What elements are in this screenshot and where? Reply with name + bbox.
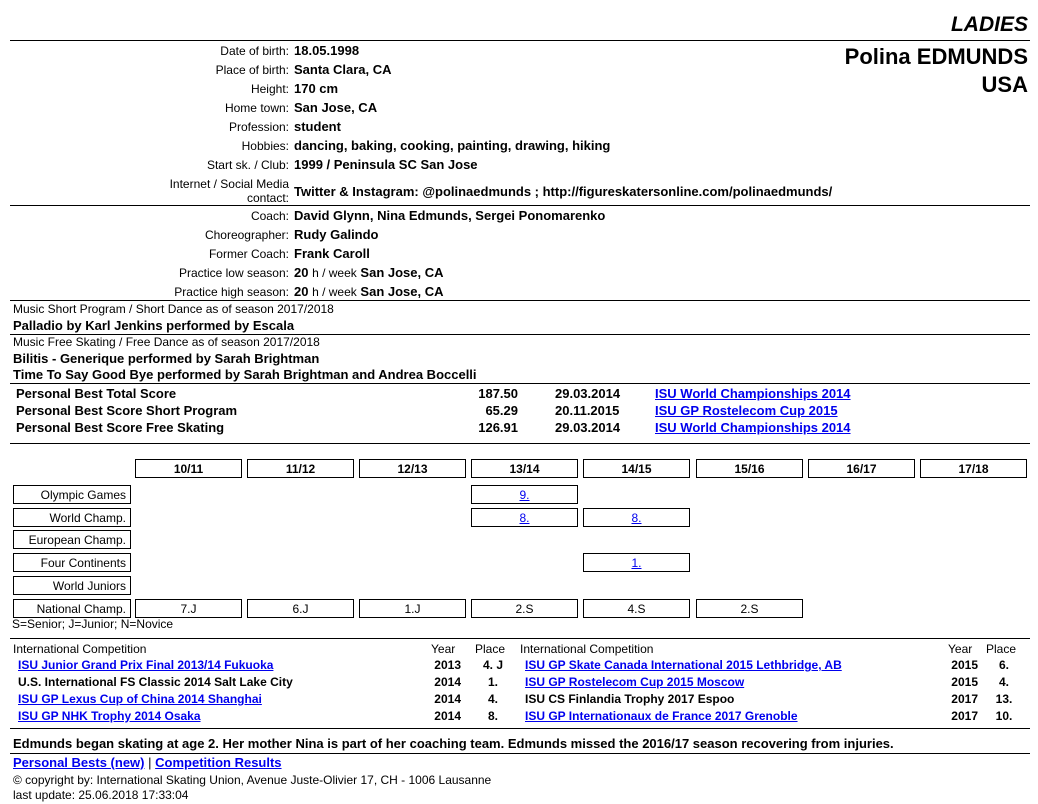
practice-label: Practice low season:: [178, 266, 289, 280]
competition-place: 6.: [998, 658, 1009, 672]
category-title: LADIES: [950, 13, 1028, 36]
bio-value: student: [294, 119, 341, 134]
pb-event-link[interactable]: ISU World Championships 2014: [655, 386, 851, 401]
coaching-value: Frank Caroll: [294, 246, 370, 261]
practice-label: Practice high season:: [174, 285, 289, 299]
coaching-label: Former Coach:: [208, 247, 289, 261]
bio-value: Santa Clara, CA: [294, 62, 392, 77]
season-header: 12/13: [359, 459, 466, 478]
competition-place: 1.: [487, 675, 498, 689]
bio-value: 170 cm: [294, 81, 339, 96]
season-header: 17/18: [920, 459, 1027, 478]
link-separator: |: [148, 755, 152, 770]
pb-label: Personal Best Score Short Program: [16, 403, 238, 418]
result-cell: 7.J: [135, 599, 242, 618]
coaching-value: Rudy Galindo: [294, 227, 379, 242]
bio-label: Profession:: [228, 120, 289, 134]
competition-link[interactable]: ISU GP Internationaux de France 2017 Grenoble: [525, 709, 798, 723]
result-link[interactable]: 8.: [519, 510, 530, 525]
practice-place: San Jose, CA: [360, 265, 444, 280]
divider: [10, 205, 1030, 206]
championship-label: World Champ.: [13, 508, 131, 527]
competition-link[interactable]: ISU GP Lexus Cup of China 2014 Shanghai: [18, 692, 262, 706]
music-fs-item: Bilitis - Generique performed by Sarah Brightman: [13, 351, 320, 366]
competition-year: 2015: [951, 658, 978, 672]
pb-score: 126.91: [478, 420, 518, 435]
divider: [10, 638, 1030, 639]
championship-label: Four Continents: [13, 553, 131, 572]
competition-place: 4.: [998, 675, 1009, 689]
competition-name: ISU CS Finlandia Trophy 2017 Espoo: [525, 692, 735, 706]
season-header: 14/15: [583, 459, 690, 478]
competition-year: 2015: [951, 675, 978, 689]
bio-value: 18.05.1998: [294, 43, 360, 58]
internet-label-line1: Internet / Social Media: [169, 177, 289, 191]
personal-bests-link[interactable]: Personal Bests (new): [13, 755, 145, 770]
competition-link[interactable]: ISU GP Rostelecom Cup 2015 Moscow: [525, 675, 745, 689]
practice-value: [294, 265, 444, 280]
divider: [10, 40, 1030, 41]
competition-year: 2017: [951, 709, 978, 723]
divider: [10, 383, 1030, 384]
competition-year: 2017: [951, 692, 978, 706]
result-cell: 4.S: [583, 599, 690, 618]
result-link[interactable]: 8.: [631, 510, 642, 525]
season-header: 11/12: [247, 459, 354, 478]
result-cell: [471, 485, 578, 504]
result-cell: 6.J: [247, 599, 354, 618]
music-fs-label: Music Free Skating / Free Dance as of season 2017/2018: [13, 335, 320, 349]
result-cell: 2.S: [696, 599, 803, 618]
result-link[interactable]: 9.: [519, 488, 530, 502]
year-header: Year: [431, 642, 456, 656]
bio-label: Start sk. / Club:: [206, 158, 289, 172]
competition-link[interactable]: ISU Junior Grand Prix Final 2013/14 Fukuoka: [18, 658, 274, 672]
practice-hours: 20: [294, 265, 309, 280]
practice-unit: h / week: [312, 285, 357, 299]
skater-country: USA: [981, 72, 1028, 97]
divider: [10, 300, 1030, 301]
result-link[interactable]: 1.: [631, 556, 642, 571]
coaching-value: David Glynn, Nina Edmunds, Sergei Ponomarenko: [294, 208, 606, 223]
result-cell: 2.S: [471, 599, 578, 618]
pb-score: 187.50: [478, 386, 518, 401]
music-fs-item: Time To Say Good Bye performed by Sarah Brightman and Andrea Boccelli: [13, 367, 477, 382]
competition-link[interactable]: ISU GP Skate Canada International 2015 Lethbridge, AB: [525, 658, 842, 672]
practice-place: San Jose, CA: [360, 284, 444, 299]
championship-label: Olympic Games: [13, 485, 131, 504]
pb-date: 20.11.2015: [555, 403, 620, 418]
result-cell: [583, 508, 690, 527]
music-sp-item: Palladio by Karl Jenkins performed by Escala: [13, 318, 295, 333]
place-header: Place: [986, 642, 1017, 656]
competition-name: U.S. International FS Classic 2014 Salt Lake City: [18, 675, 293, 689]
level-legend: S=Senior; J=Junior; N=Novice: [12, 617, 174, 631]
championship-label: World Juniors: [13, 576, 131, 595]
pb-score: 65.29: [485, 403, 518, 418]
coaching-label: Choreographer:: [204, 228, 289, 242]
internet-label: [10, 177, 289, 205]
bio-label: Hobbies:: [241, 139, 289, 153]
bio-value: 1999 / Peninsula SC San Jose: [294, 157, 478, 172]
season-header: 10/11: [135, 459, 242, 478]
bio-label: Date of birth:: [220, 44, 289, 58]
season-header: 15/16: [696, 459, 803, 478]
divider: [10, 753, 1030, 754]
pb-label: Personal Best Score Free Skating: [16, 420, 225, 435]
pb-label: Personal Best Total Score: [16, 386, 177, 401]
bio-label: Height:: [250, 82, 289, 96]
music-sp-label: Music Short Program / Short Dance as of season 2017/2018: [13, 302, 334, 316]
pb-event-link[interactable]: ISU World Championships 2014: [655, 420, 851, 435]
bio-label: Place of birth:: [215, 63, 289, 77]
competition-place: 10.: [995, 709, 1013, 723]
divider: [10, 443, 1030, 444]
skater-name: Polina EDMUNDS: [844, 44, 1028, 69]
bio-value: dancing, baking, cooking, painting, drawing, hiking: [294, 138, 611, 153]
season-header: 13/14: [471, 459, 578, 478]
competition-place: 4.: [487, 692, 498, 706]
result-cell: [471, 508, 578, 527]
internet-label-line2: contact:: [246, 191, 289, 205]
bio-label: Home town:: [224, 101, 289, 115]
result-cell: [583, 553, 690, 572]
competition-place: 4. J: [482, 658, 503, 672]
place-header: Place: [475, 642, 506, 656]
season-header: 16/17: [808, 459, 915, 478]
practice-value: [294, 284, 444, 299]
competition-place: 13.: [995, 692, 1013, 706]
year-header: Year: [948, 642, 973, 656]
copyright: © copyright by: International Skating Union, Avenue Juste-Olivier 17, CH - 1006 Lausanne: [13, 773, 492, 787]
pb-event-link[interactable]: ISU GP Rostelecom Cup 2015: [655, 403, 838, 418]
competition-year: 2014: [434, 709, 461, 723]
championship-label: European Champ.: [13, 530, 131, 549]
divider: [10, 728, 1030, 729]
pb-date: 29.03.2014: [555, 420, 621, 435]
championship-label: National Champ.: [13, 599, 131, 618]
practice-unit: h / week: [312, 266, 357, 280]
bio-note: Edmunds began skating at age 2. Her mother Nina is part of her coaching team. Edmunds missed the 2016/17 season recovering from injuries.: [13, 736, 894, 751]
last-update: last update: 25.06.2018 17:33:04: [13, 788, 189, 802]
competition-link[interactable]: ISU GP NHK Trophy 2014 Osaka: [18, 709, 201, 723]
competition-place: 8.: [487, 709, 498, 723]
comp-header: International Competition: [520, 642, 654, 656]
pb-date: 29.03.2014: [555, 386, 621, 401]
internet-value: Twitter & Instagram: @polinaedmunds ; http://figureskatersonline.com/polinaedmunds/: [294, 184, 833, 199]
competition-year: 2013: [434, 658, 461, 672]
result-cell: 1.J: [359, 599, 466, 618]
competition-year: 2014: [434, 675, 461, 689]
bio-value: San Jose, CA: [294, 100, 378, 115]
comp-header: International Competition: [13, 642, 147, 656]
practice-hours: 20: [294, 284, 309, 299]
competition-year: 2014: [434, 692, 461, 706]
coaching-label: Coach:: [250, 209, 289, 223]
competition-results-link[interactable]: Competition Results: [155, 755, 282, 770]
